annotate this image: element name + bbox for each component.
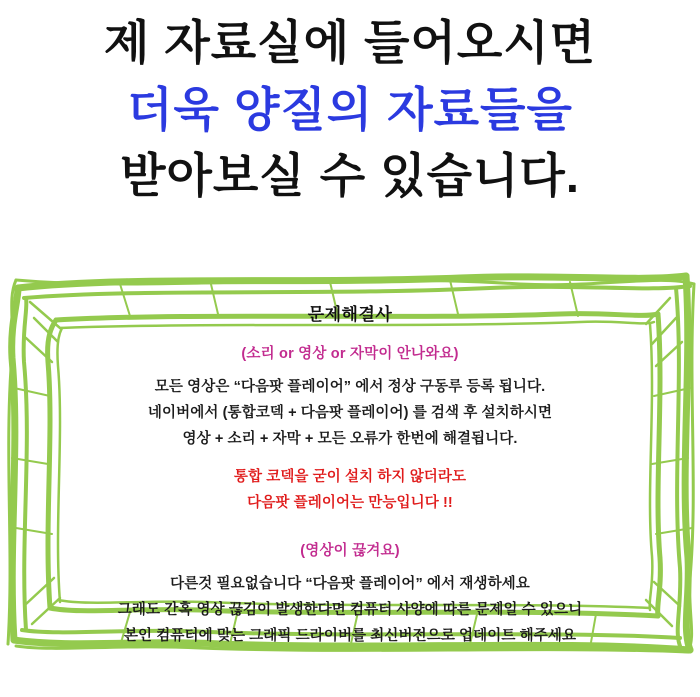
- section2-line-3: 본인 컴퓨터에 맞는 그래픽 드라이버를 최신버전으로 업데이트 해주세요: [123, 627, 577, 644]
- headline-line-2: 더욱 양질의 자료들을: [127, 82, 573, 136]
- section2-line-1: 다른것 필요없습니다 “다음팟 플레이어” 에서 재생하세요: [170, 575, 530, 592]
- section1-line-5: 다음팟 플레이어는 만능입니다 !!: [247, 495, 453, 512]
- section1-line-4: 통합 코덱을 굳이 설치 하지 않더라도: [233, 469, 467, 486]
- section1-line-1: 모든 영상은 “다음팟 플레이어” 에서 정상 구동루 등록 됩니다.: [154, 379, 546, 395]
- headline-line-1: 제 자료실에 들어오시면: [103, 16, 597, 69]
- headline-block: [0, 10, 700, 210]
- section2-line-2: 그래도 간혹 영상 끊김이 발생한다면 컴퓨터 사양에 따른 문제일 수 있으니: [117, 601, 583, 618]
- note-content: [60, 300, 640, 649]
- note-section-1: [60, 342, 640, 517]
- section1-line-2: 네이버에서 (통합코덱 + 다음팟 플레이어) 를 검색 후 설치하시면: [147, 404, 553, 421]
- section-spacer: [60, 517, 640, 539]
- section1-heading: (소리 or 영상 or 자막이 안나와요): [241, 346, 459, 362]
- section1-spacer: [60, 452, 640, 465]
- section2-heading: (영상이 끊겨요): [300, 542, 400, 559]
- headline-line-3: 받아보실 수 있습니다.: [120, 149, 580, 203]
- note-section-2: [60, 539, 640, 649]
- section1-line-3: 영상 + 소리 + 자막 + 모든 오류가 한번에 해결됩니다.: [182, 430, 518, 447]
- note-title: 문제해결사: [307, 305, 393, 324]
